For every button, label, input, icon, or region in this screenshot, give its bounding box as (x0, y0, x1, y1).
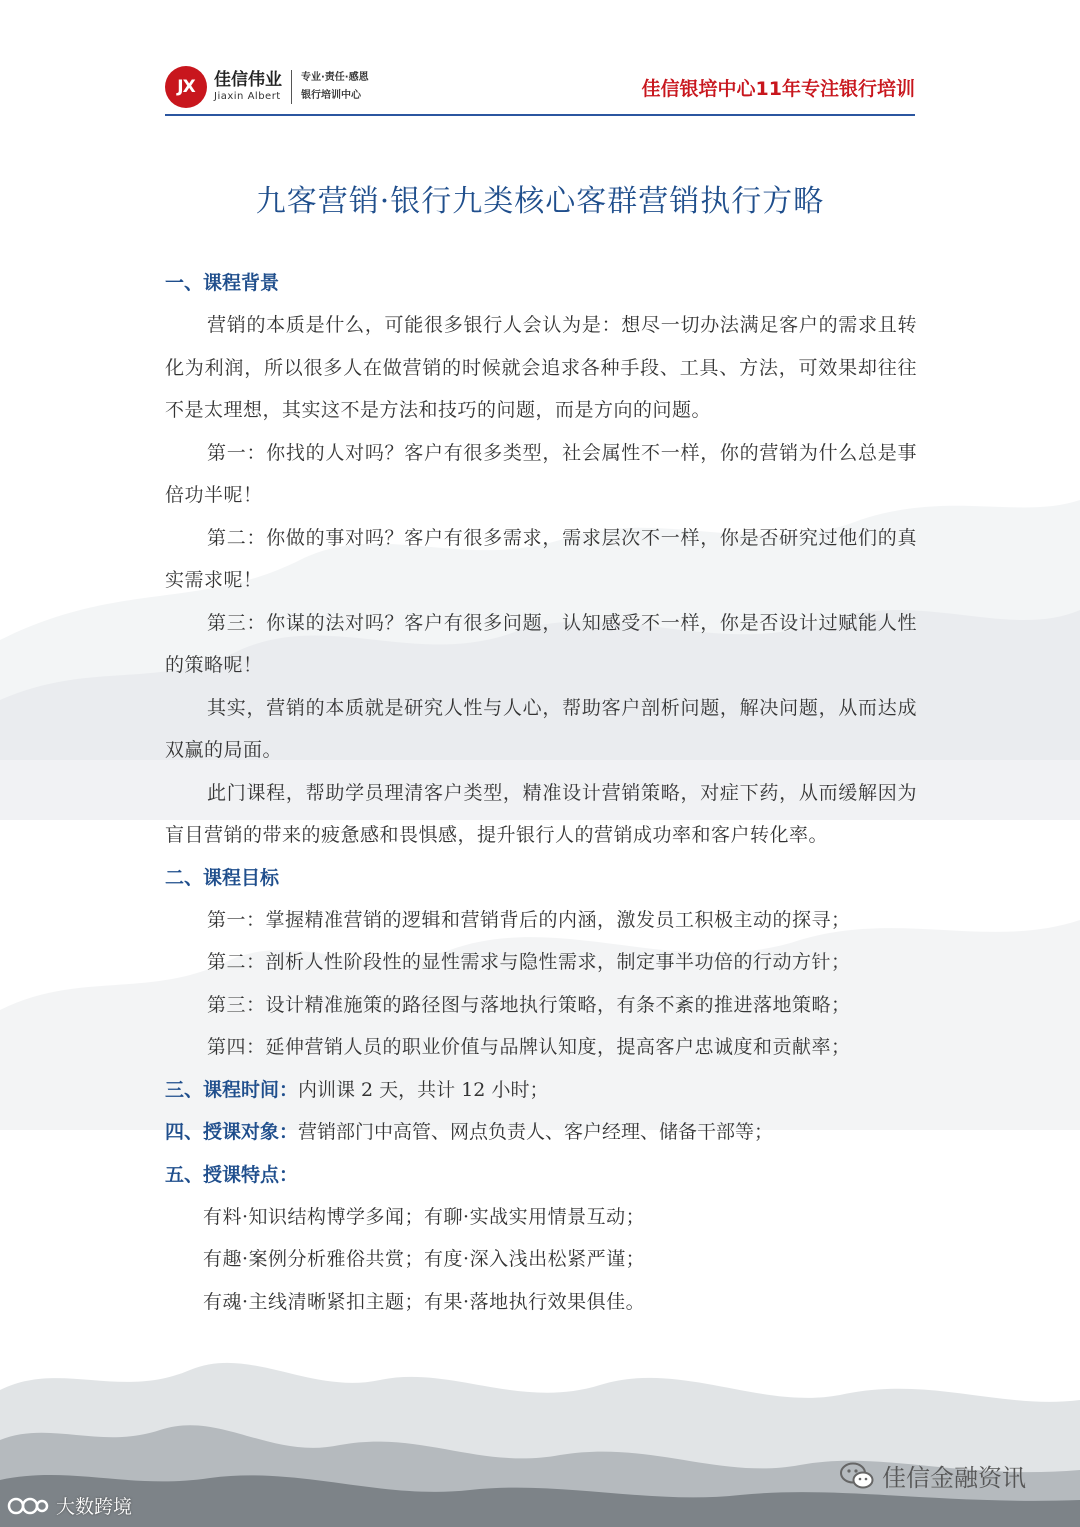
course-audience-value: 营销部门中高管、网点负责人、客户经理、储备干部等； (298, 1121, 774, 1143)
section-heading-goals: 二、课程目标 (165, 866, 280, 889)
background-paragraph: 营销的本质是什么，可能很多银行人会认为是：想尽一切办法满足客户的需求且转化为利润，所以很多人在做营销的时候就会追求各种手段、工具、方法，可效果却往往不是太理想，其实这不是方法和技巧的问题，而是方向的问题。 (165, 314, 917, 421)
header-slogan: 佳信银培中心11年专注银行培训 (641, 78, 915, 100)
page-header (165, 62, 915, 118)
logo-tagline: 专业·责任·感恩 (301, 72, 369, 83)
course-duration-label: 三、课程时间： (165, 1078, 299, 1101)
logo-chinese-name: 佳信伟业 (214, 70, 282, 90)
company-logo (165, 66, 369, 108)
source-logo-icon (6, 1494, 50, 1518)
feature-line: 有趣·案例分析雅俗共赏；有度·深入浅出松紧严谨； (203, 1248, 646, 1270)
jx-logo-icon: JX (165, 66, 207, 108)
wechat-watermark (840, 1458, 1026, 1493)
source-watermark (6, 1492, 132, 1519)
goal-item: 第四：延伸营销人员的职业价值与品牌认知度，提高客户忠诚度和贡献率； (207, 1036, 851, 1058)
wechat-account-name: 佳信金融资讯 (882, 1464, 1026, 1492)
background-paragraph: 其实，营销的本质就是研究人性与人心，帮助客户剖析问题，解决问题，从而达成双赢的局面。 (165, 696, 917, 761)
background-paragraph: 此门课程，帮助学员理清客户类型，精准设计营销策略，对症下药，从而缓解因为盲目营销的带来的疲惫感和畏惧感，提升银行人的营销成功率和客户转化率。 (165, 781, 917, 846)
section-heading-background: 一、课程背景 (165, 272, 280, 294)
feature-line: 有魂·主线清晰紧扣主题；有果·落地执行效果俱佳。 (203, 1290, 646, 1313)
goal-item: 第二：剖析人性阶段性的显性需求与隐性需求，制定事半功倍的行动方针； (207, 951, 851, 973)
logo-divider (291, 70, 292, 104)
logo-english-name: Jiaxin Albert (214, 91, 281, 102)
course-audience (165, 1111, 917, 1154)
course-audience-label: 四、授课对象： (165, 1121, 299, 1143)
wechat-icon (840, 1462, 874, 1490)
background-paragraph: 第二：你做的事对吗？客户有很多需求，需求层次不一样，你是否研究过他们的真实需求呢！ (165, 526, 917, 591)
logo-tagline: 银行培训中心 (301, 90, 361, 101)
feature-line: 有料·知识结构博学多闻；有聊·实战实用情景互动； (203, 1205, 646, 1228)
course-duration (165, 1069, 917, 1112)
section-heading-features: 五、授课特点： (165, 1163, 299, 1186)
header-rule (165, 114, 915, 116)
course-duration-value: 内训课 2 天，共计 12 小时； (298, 1078, 549, 1101)
background-paragraph: 第三：你谋的法对吗？客户有很多问题，认知感受不一样，你是否设计过赋能人性的策略呢！ (165, 611, 917, 676)
document-body (165, 262, 917, 1323)
source-watermark-text: 大数跨境 (56, 1496, 133, 1518)
goal-item: 第三：设计精准施策的路径图与落地执行策略，有条不紊的推进落地策略； (207, 993, 851, 1016)
goal-item: 第一：掌握精准营销的逻辑和营销背后的内涵，激发员工积极主动的探寻； (207, 908, 851, 931)
background-paragraph: 第一：你找的人对吗？客户有很多类型，社会属性不一样，你的营销为什么总是事倍功半呢！ (165, 441, 917, 506)
document-title: 九客营销·银行九类核心客群营销执行方略 (255, 184, 825, 219)
